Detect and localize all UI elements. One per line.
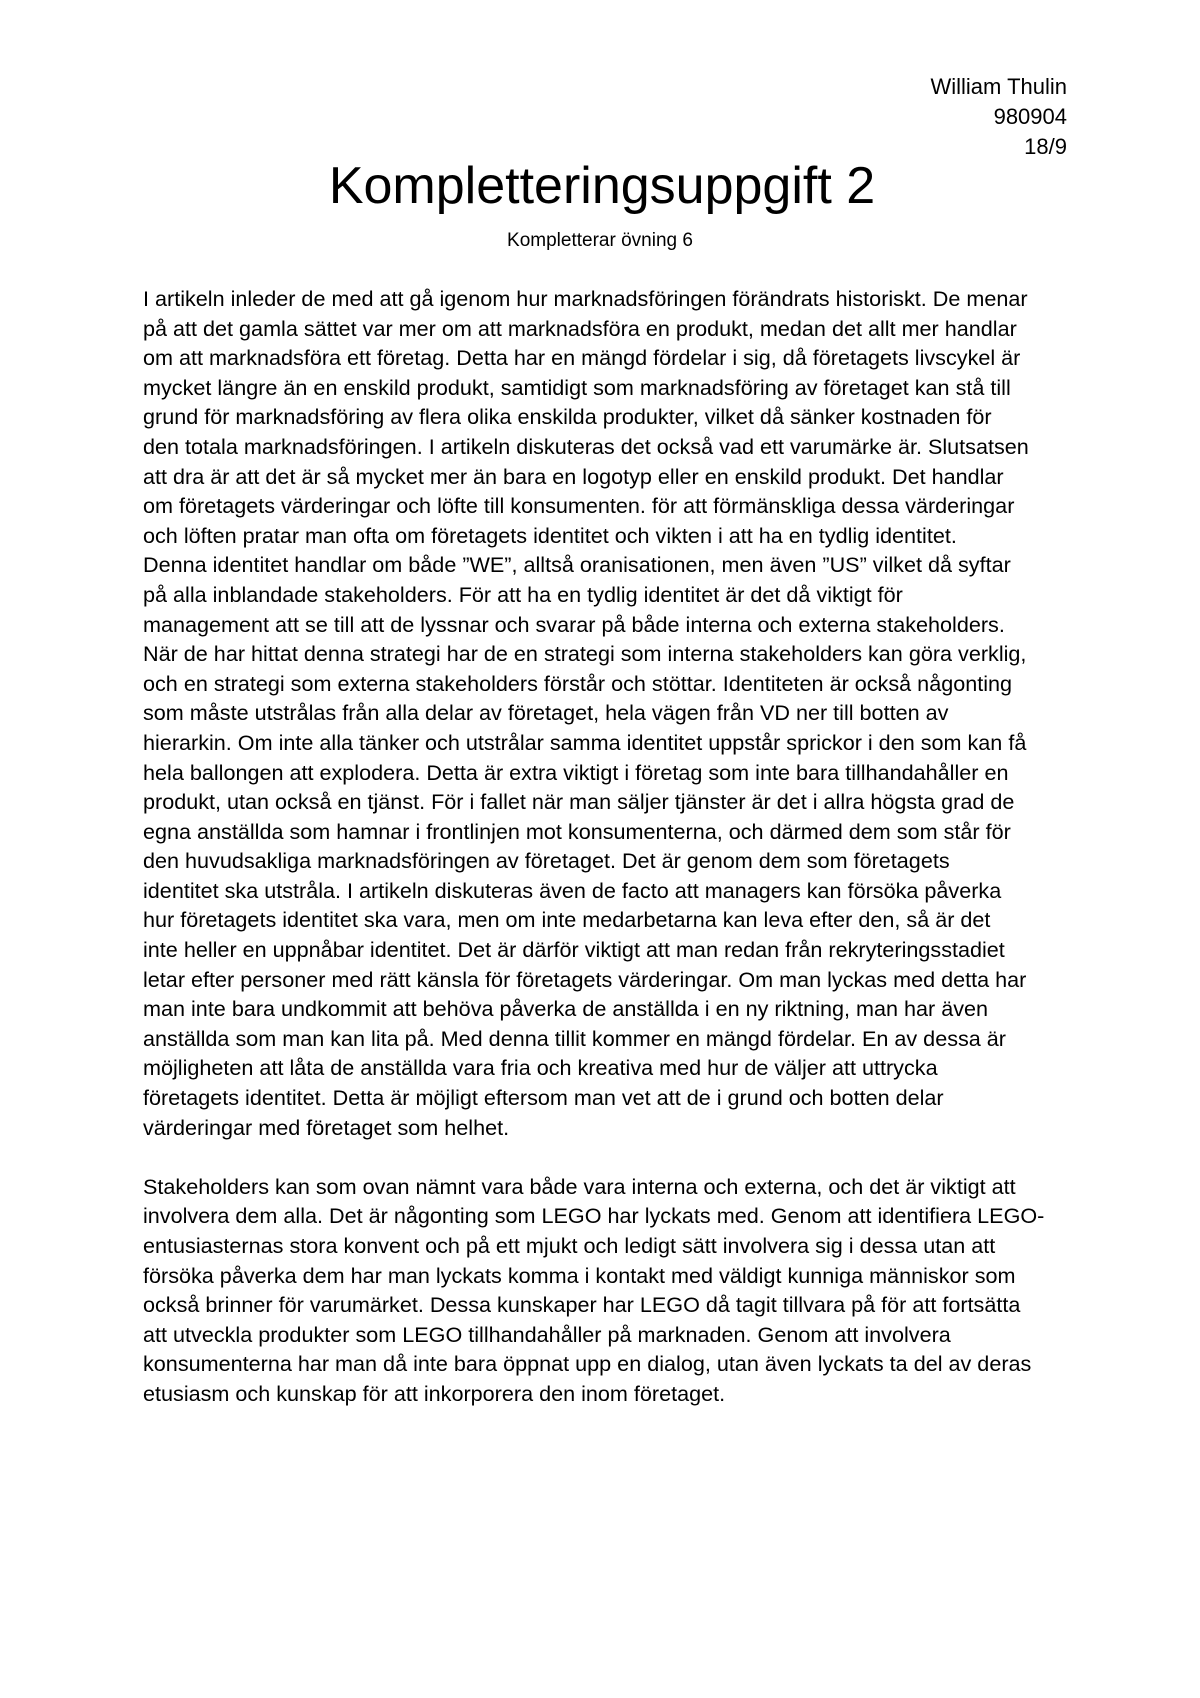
- document-body: [143, 284, 1063, 1409]
- author-name: William Thulin: [930, 74, 1067, 99]
- author-id: 980904: [993, 104, 1067, 129]
- body-paragraph-1: I artikeln inleder de med att gå igenom hur marknadsföringen förändrats historiskt. De menar på att det gamla sättet var mer om att marknadsföra en produkt, medan det allt mer handlar om att marknadsföra ett företag. Detta har en mängd fördelar i sig, då företagets livscykel är mycket längre än en enskild produkt, samtidigt som marknadsföring av företaget kan stå till grund för marknadsföring av flera olika enskilda produkter, vilket då sänker kostnaden för den totala marknadsföringen. I artikeln diskuteras det också vad ett varumärke är. Slutsatsen att dra är att det är så mycket mer än bara en logotyp eller en enskild produkt. Det handlar om företagets värderingar och löfte till konsumenten. för att förmänskliga dessa värderingar och löften pratar man ofta om företagets identitet och vikten i att ha en tydlig identitet. Denna identitet handlar om både ”WE”, alltså oranisationen, men även ”US” vilket då syftar på alla inblandade stakeholders. För att ha en tydlig identitet är det då viktigt för management att se till att de lyssnar och svarar på både interna och externa stakeholders. När de har hittat denna strategi har de en strategi som interna stakeholders kan göra verklig, och en strategi som externa stakeholders förstår och stöttar. Identiteten är också någonting som måste utstrålas från alla delar av företaget, hela vägen från VD ner till botten av hierarkin. Om inte alla tänker och utstrålar samma identitet uppstår sprickor i den som kan få hela ballongen att explodera. Detta är extra viktigt i företag som inte bara tillhandahåller en produkt, utan också en tjänst. För i fallet när man säljer tjänster är det i allra högsta grad de egna anställda som hamnar i frontlinjen mot konsumenterna, och därmed dem som står för den huvudsakliga marknadsföringen av företaget. Det är genom dem som företagets identitet ska utstråla. I artikeln diskuteras även de facto att managers kan försöka påverka hur företagets identitet ska vara, men om inte medarbetarna kan leva efter den, så är det inte heller en uppnåbar identitet. Det är därför viktigt att man redan från rekryteringsstadiet letar efter personer med rätt känsla för företagets värderingar. Om man lyckas med detta har man inte bara undkommit att behöva påverka de anställda i en ny riktning, man har även anställda som man kan lita på. Med denna tillit kommer en mängd fördelar. En av dessa är möjligheten att låta de anställda vara fria och kreativa med hur de väljer att uttrycka företagets identitet. Detta är möjligt eftersom man vet att de i grund och botten delar värderingar med företaget som helhet.: [143, 286, 1029, 1140]
- document-subtitle: Kompletterar övning 6: [507, 230, 693, 251]
- author-info: [930, 72, 1067, 162]
- document-title: Kompletteringsuppgift 2: [328, 157, 876, 215]
- document-date: 18/9: [1024, 134, 1067, 159]
- body-paragraph-2: Stakeholders kan som ovan nämnt vara både vara interna och externa, och det är viktigt att involvera dem alla. Det är någonting som LEGO har lyckats med. Genom att identifiera LEGO- entusiasternas stora konvent och på ett mjukt och ledigt sätt involvera sig i dessa utan att försöka påverka dem har man lyckats komma i kontakt med väldigt kunniga människor som också brinner för varumärket. Dessa kunskaper har LEGO då tagit tillvara på för att fortsätta att utveckla produkter som LEGO tillhandahåller på marknaden. Genom att involvera konsumenterna har man då inte bara öppnat upp en dialog, utan även lyckats ta del av deras etusiasm och kunskap för att inkorporera den inom företaget.: [143, 1173, 1045, 1406]
